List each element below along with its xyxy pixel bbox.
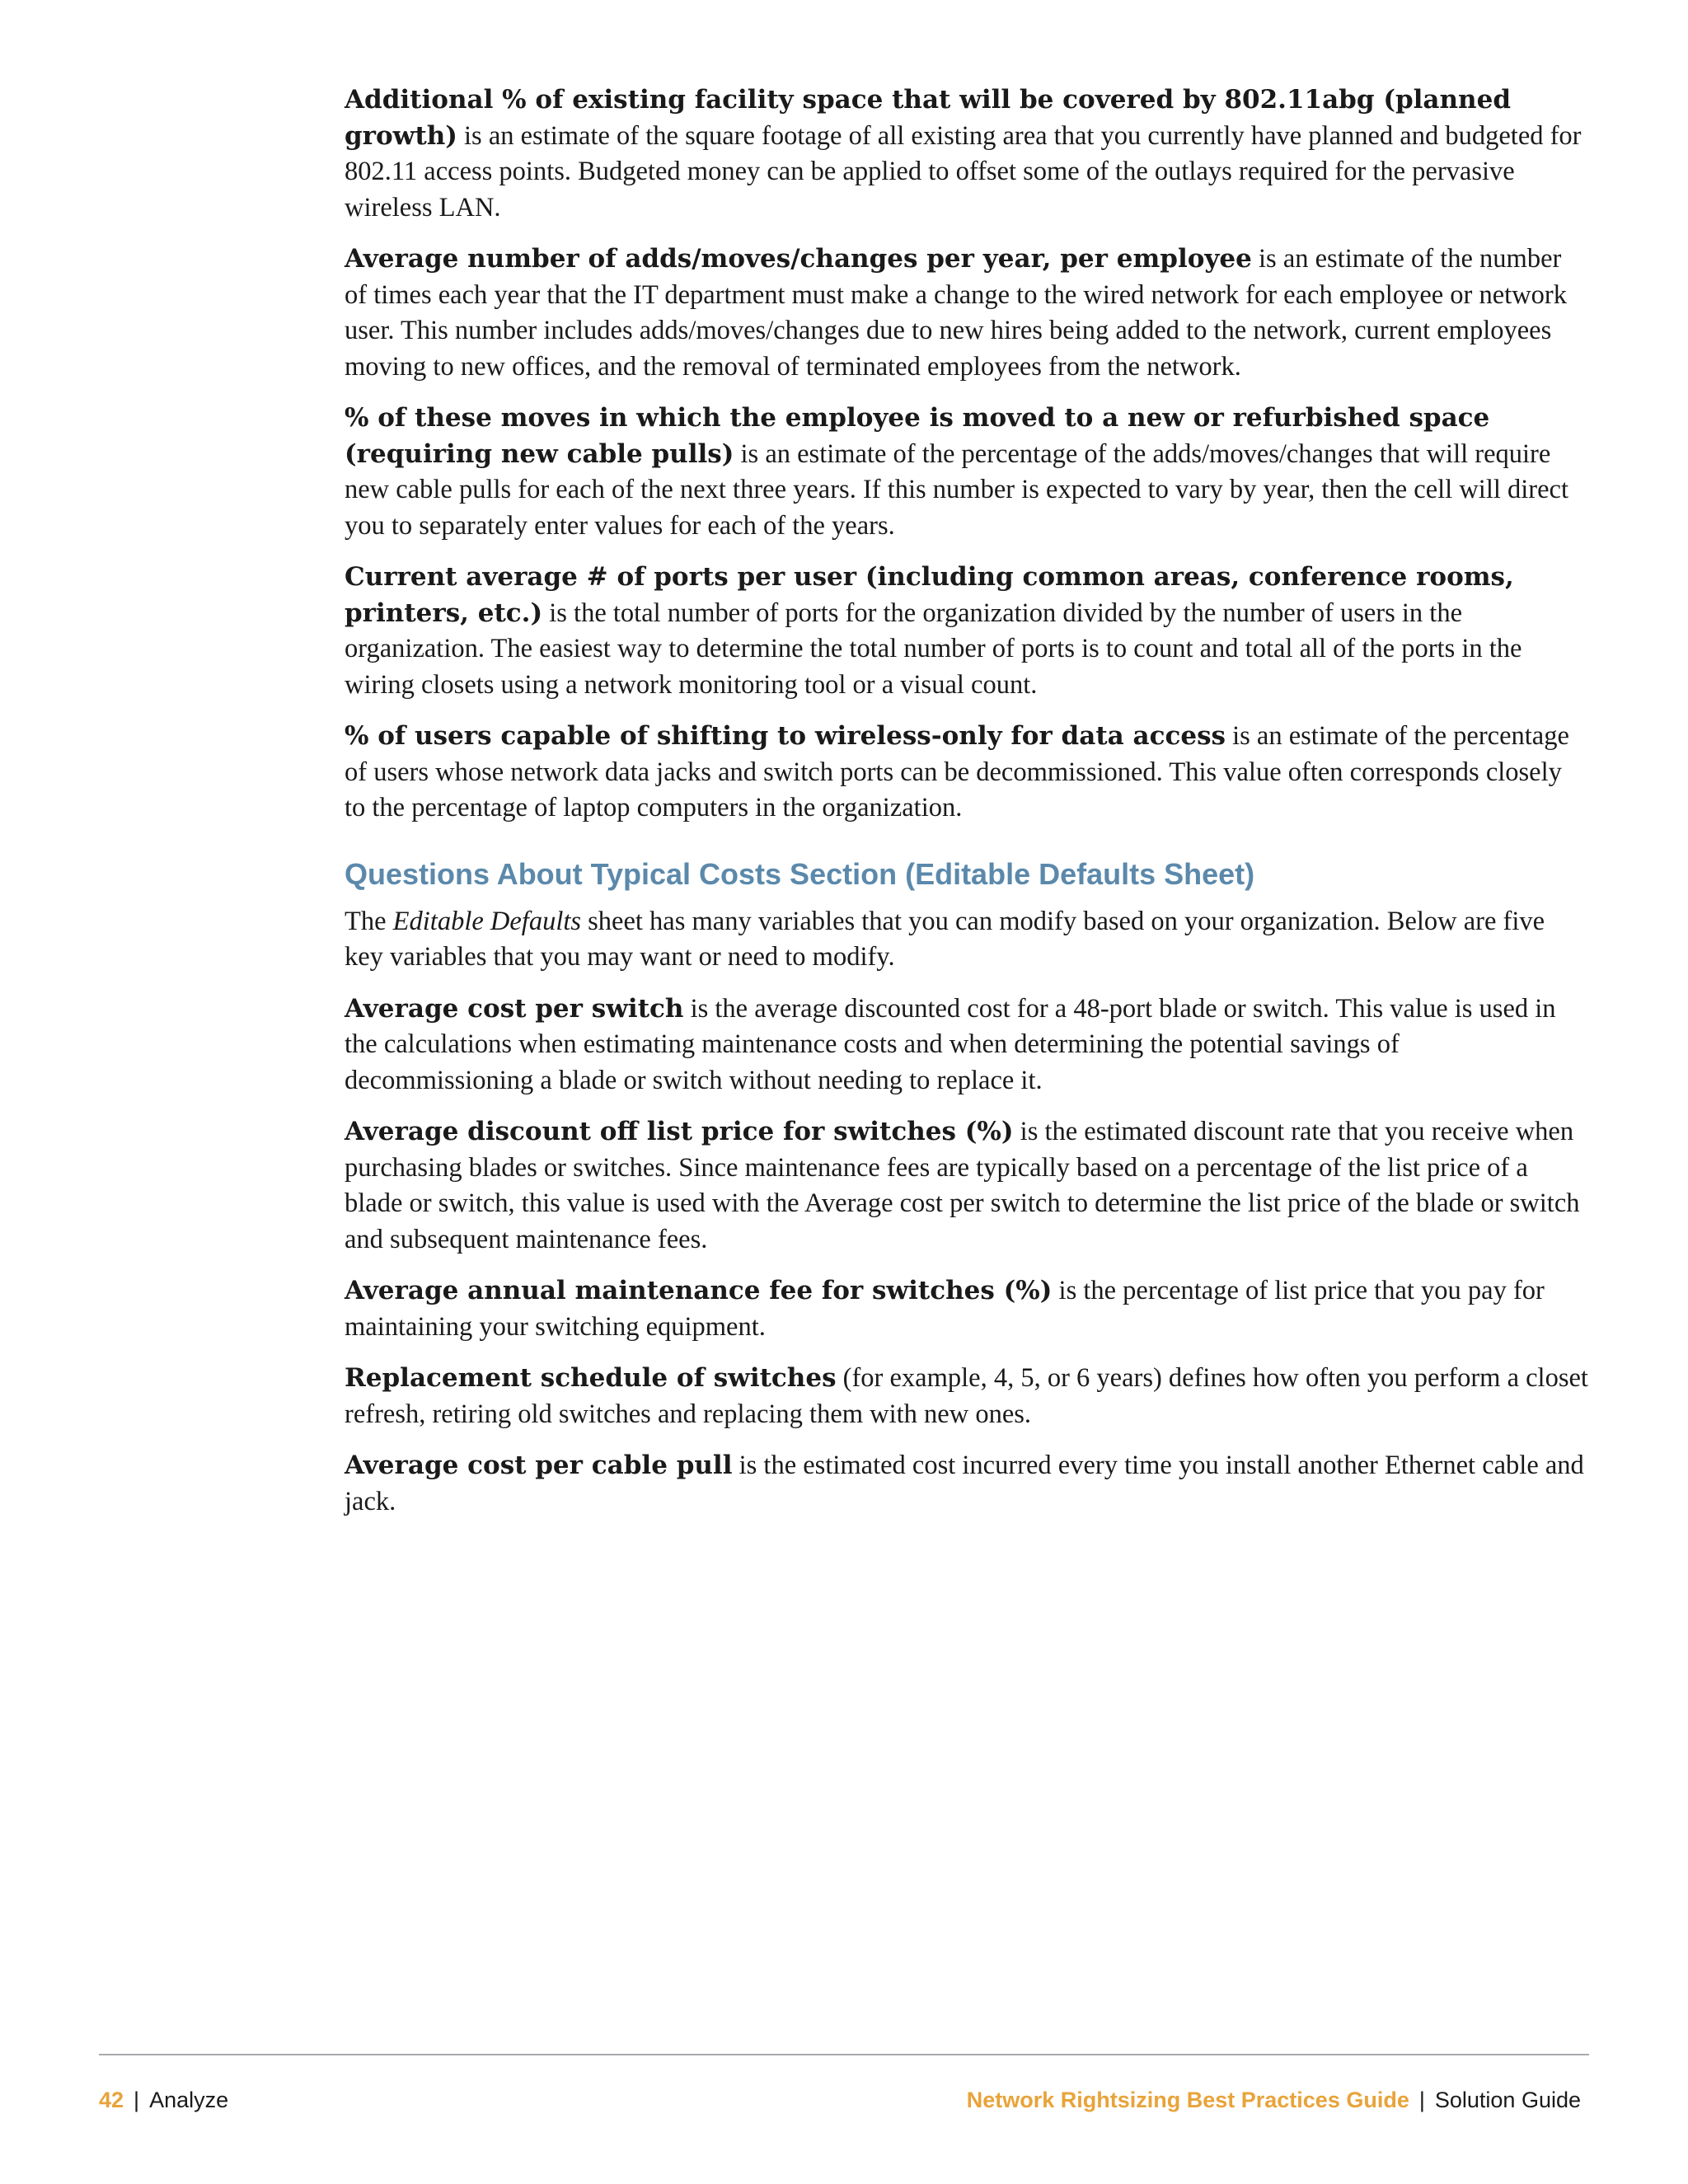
footer-doc-type: Solution Guide xyxy=(1434,2088,1581,2112)
definition-text: (for example, 4, 5, or 6 years) defines how often you perform a closet refresh, retiring old switches and replacing them with new ones. xyxy=(345,1363,1588,1429)
section-heading: Questions About Typical Costs Section (Editable Defaults Sheet) xyxy=(345,856,1255,891)
footer-left xyxy=(99,2085,228,2115)
definition-text: is the total number of ports for the organization divided by the number of users in the organization. The easiest way to determine the total number of ports is to count and total all of the ports in the wiring closets using a network monitoring tool or a visual count. xyxy=(345,598,1522,700)
definition-paragraph xyxy=(345,1448,1589,1520)
definition-paragraph xyxy=(345,719,1589,827)
definition-text: is an estimate of the percentage of users whose network data jacks and switch ports can be decommissioned. This value often corresponds closely to the percentage of laptop computers in the organization. xyxy=(345,721,1569,823)
footer-section: Analyze xyxy=(149,2088,229,2112)
definition-term: Current average # of ports per user (including common areas, conference rooms, printers, etc.) xyxy=(345,562,1514,628)
page-number: 42 xyxy=(99,2088,124,2112)
definition-text: is the estimated discount rate that you receive when purchasing blades or switches. Since maintenance fees are typically based on a percentage of the list price of a blade or switch, this value is used with the Average cost per switch to determine the list price of the blade or switch and subsequent maintenance fees. xyxy=(345,1117,1580,1254)
intro-italic-sheet-name: Editable Defaults xyxy=(392,906,582,936)
definition-paragraph xyxy=(345,241,1589,385)
footer-rule xyxy=(99,2054,1589,2055)
definition-term: Average discount off list price for switches (%) xyxy=(345,1117,1014,1146)
definition-term: Replacement schedule of switches xyxy=(345,1363,837,1393)
footer-right xyxy=(967,2085,1581,2115)
definition-text: is an estimate of the square footage of all existing area that you currently have planned and budgeted for 802.11 access points. Budgeted money can be applied to offset some of the outlays required for the pervasive wireless LAN. xyxy=(345,120,1582,223)
definition-term: % of these moves in which the employee is moved to a new or refurbished space (requiring new cable pulls) xyxy=(345,403,1490,469)
definition-paragraph xyxy=(345,82,1589,226)
definition-paragraph xyxy=(345,991,1589,1099)
definition-text: is the average discounted cost for a 48-port blade or switch. This value is used in the calculations when estimating maintenance costs and when determining the potential savings of decommissioning a blade or switch without needing to replace it. xyxy=(345,993,1556,1095)
intro-before: The xyxy=(345,906,393,936)
footer-guide-title: Network Rightsizing Best Practices Guide xyxy=(966,2088,1409,2112)
intro-paragraph xyxy=(345,904,1589,976)
definition-term: % of users capable of shifting to wireless-only for data access xyxy=(345,721,1226,751)
definition-term: Average annual maintenance fee for switches (%) xyxy=(345,1276,1053,1305)
footer-separator: | xyxy=(1418,2088,1425,2112)
definition-term: Additional % of existing facility space that will be covered by 802.11abg (planned growth) xyxy=(345,85,1511,151)
definition-paragraph xyxy=(345,1273,1589,1345)
definition-text: is the percentage of list price that you pay for maintaining your switching equipment. xyxy=(345,1276,1545,1342)
definition-paragraph xyxy=(345,1114,1589,1258)
definition-term: Average number of adds/moves/changes per year, per employee xyxy=(345,244,1252,274)
page-body xyxy=(345,82,1589,1535)
definition-term: Average cost per cable pull xyxy=(345,1451,733,1480)
definition-text: is an estimate of the percentage of the adds/moves/changes that will require new cable pulls for each of the next three years. If this number is expected to vary by year, then the cell will direct you to separately enter values for each of the years. xyxy=(345,438,1569,541)
definition-text: is the estimated cost incurred every time you install another Ethernet cable and jack. xyxy=(345,1451,1584,1516)
definition-paragraph xyxy=(345,560,1589,703)
definition-term: Average cost per switch xyxy=(345,993,684,1024)
definition-text: is an estimate of the number of times each year that the IT department must make a change to the wired network for each employee or network user. This number includes adds/moves/changes due to new hires being added to the network, current employees moving to new offices, and the removal of terminated employees from the network. xyxy=(345,244,1567,382)
definition-paragraph xyxy=(345,401,1589,544)
intro-after: sheet has many variables that you can modify based on your organization. Below are five key variables that you may want or need to modify. xyxy=(345,906,1545,972)
definition-paragraph xyxy=(345,1361,1589,1432)
footer-separator: | xyxy=(134,2088,140,2112)
